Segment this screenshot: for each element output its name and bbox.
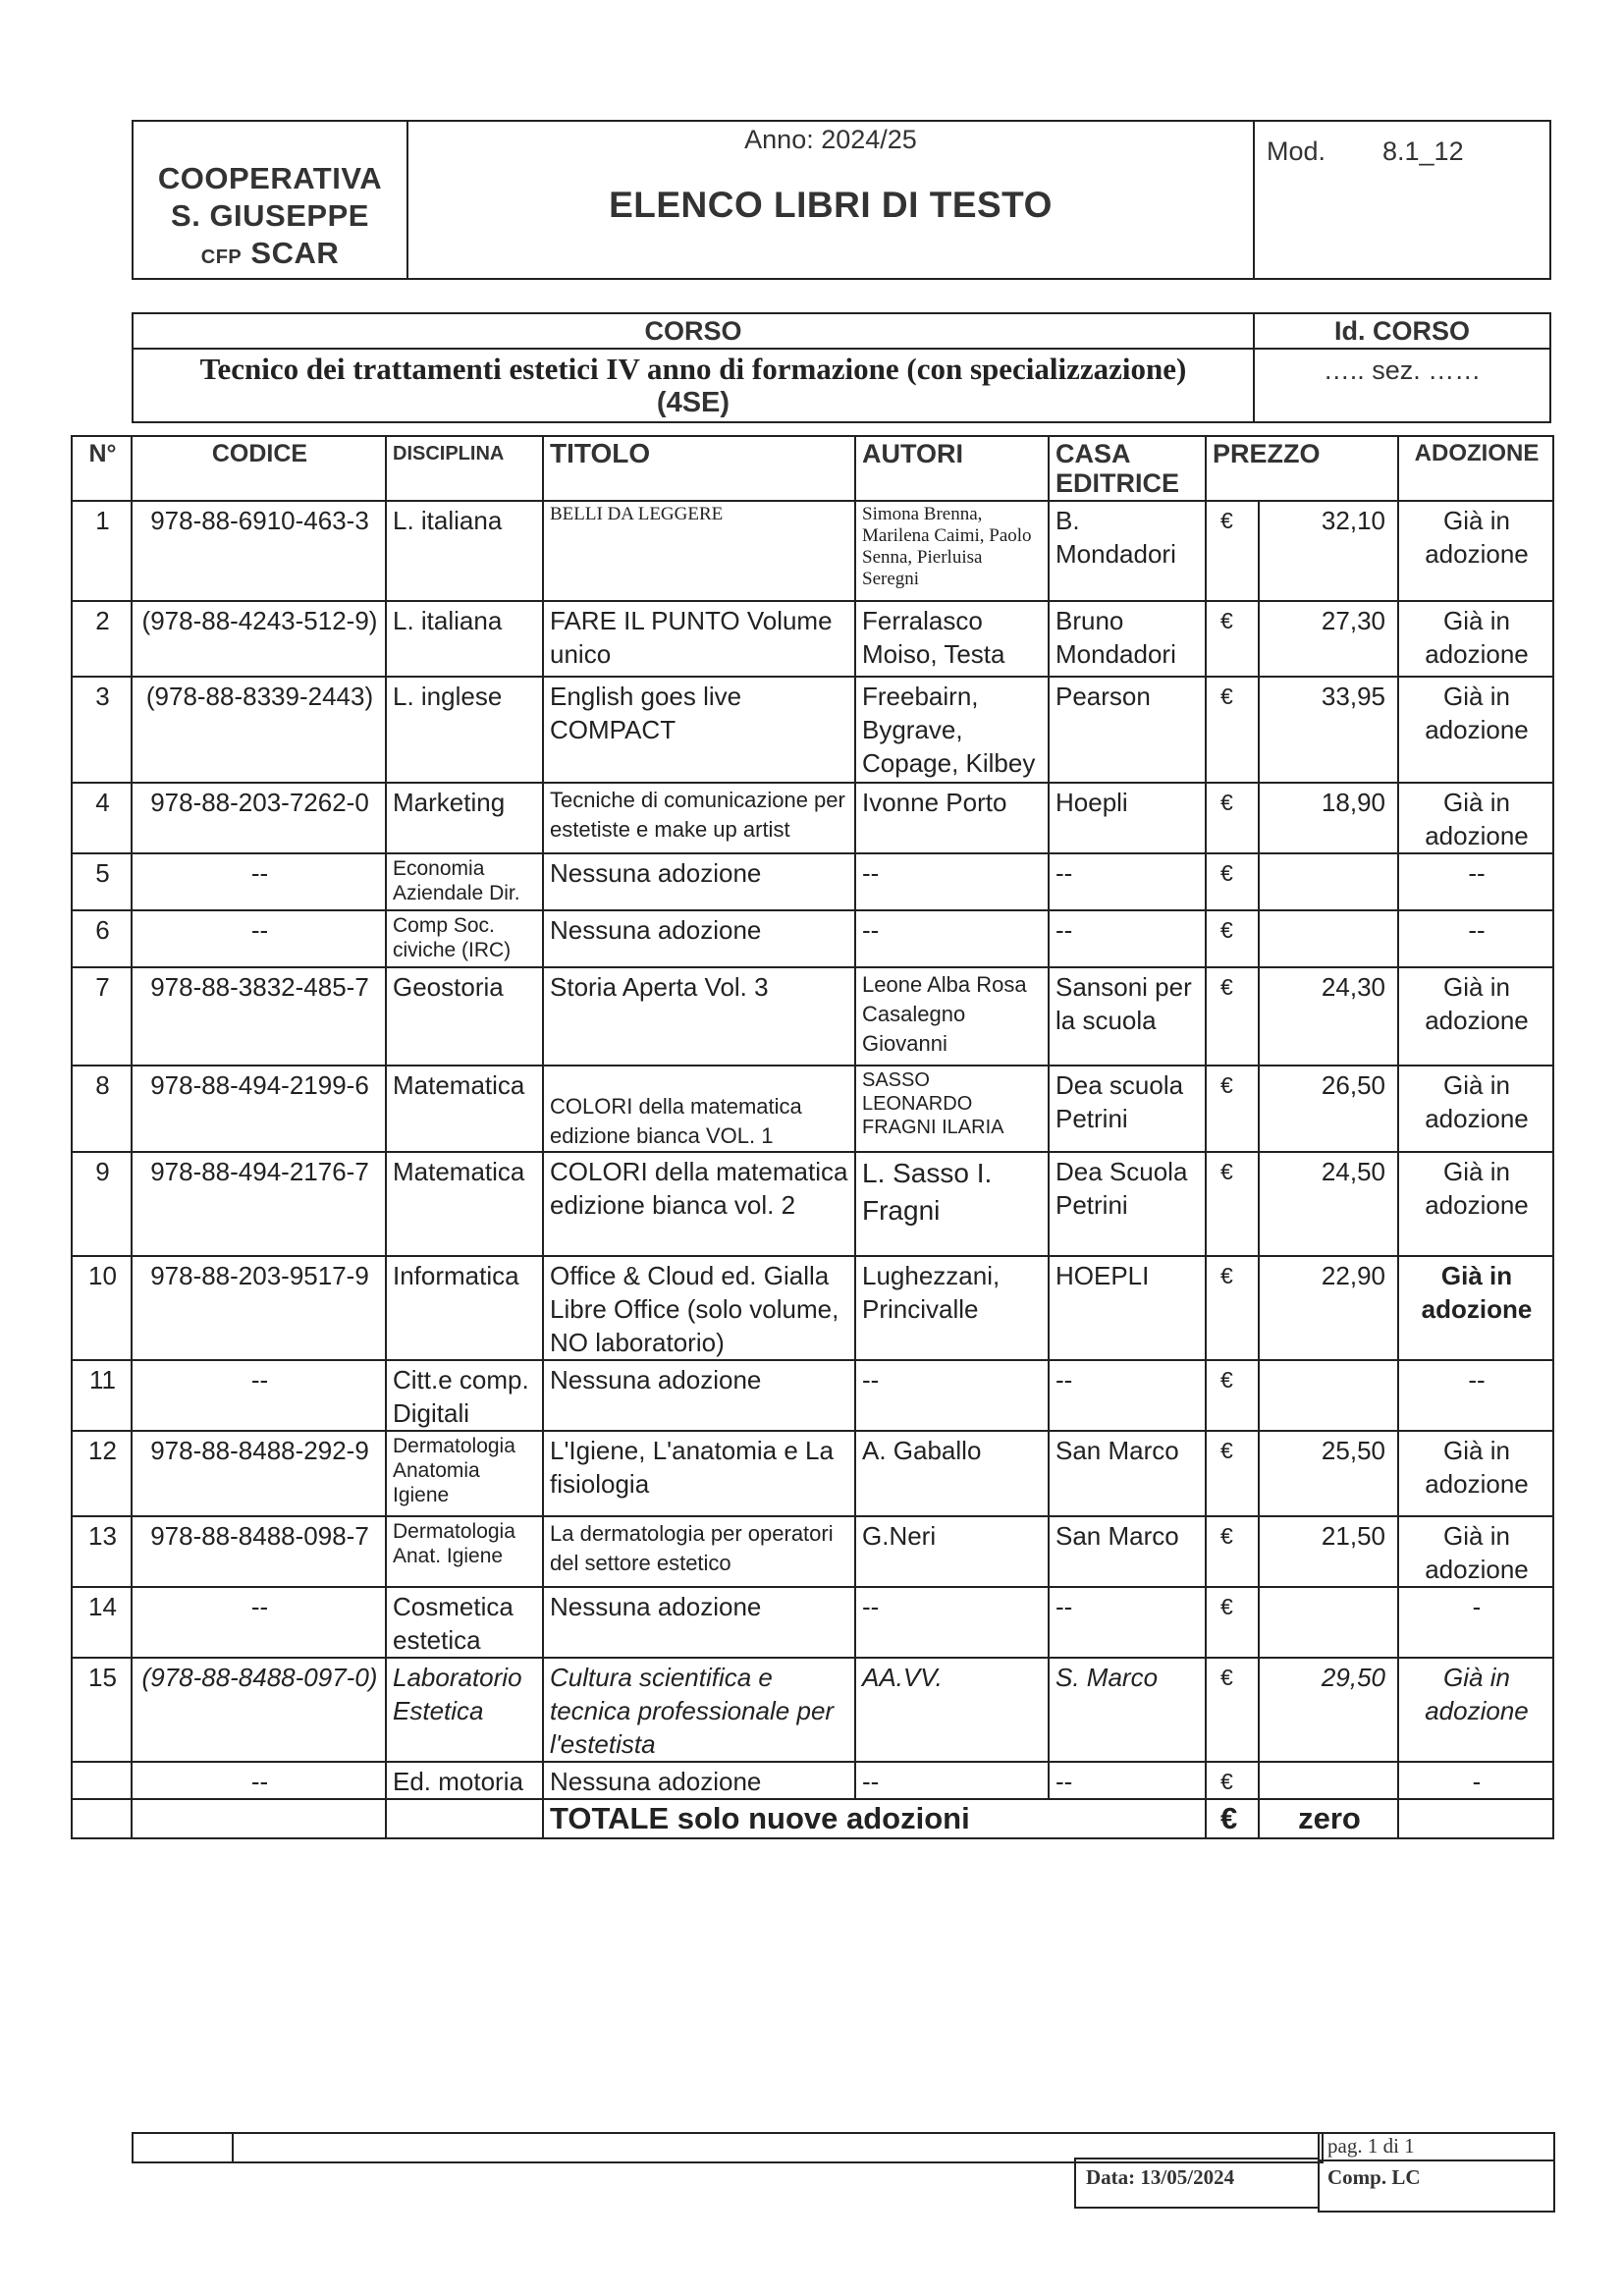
row-code: -- bbox=[132, 1360, 386, 1431]
row-publisher: -- bbox=[1049, 1587, 1206, 1658]
row-title: COLORI della matematica edizione bianca vol. 2 bbox=[543, 1152, 855, 1256]
row-authors: G.Neri bbox=[855, 1516, 1049, 1587]
title-block bbox=[408, 122, 1255, 278]
row-currency: € bbox=[1206, 1516, 1259, 1587]
course-main bbox=[134, 314, 1255, 421]
module-value: 8.1_12 bbox=[1382, 137, 1464, 166]
col-header-number: N° bbox=[72, 436, 132, 501]
footer-compiler: Comp. LC bbox=[1327, 2165, 1421, 2189]
row-code: -- bbox=[132, 853, 386, 910]
row-title: Nessuna adozione bbox=[543, 1587, 855, 1658]
row-authors: Freebairn, Bygrave, Copage, Kilbey bbox=[855, 677, 1049, 783]
col-header-discipline: DISCIPLINA bbox=[386, 436, 543, 501]
page-footer bbox=[132, 2132, 1551, 2209]
total-empty-cell bbox=[386, 1799, 543, 1838]
row-authors: Simona Brenna, Marilena Caimi, Paolo Senna, Pierluisa Seregni bbox=[855, 501, 1049, 601]
row-authors: AA.VV. bbox=[855, 1658, 1049, 1762]
row-currency: € bbox=[1206, 1360, 1259, 1431]
row-currency: € bbox=[1206, 1658, 1259, 1762]
row-currency: € bbox=[1206, 1431, 1259, 1516]
row-number bbox=[72, 1762, 132, 1799]
course-id-block bbox=[1255, 314, 1549, 421]
row-code: (978-88-4243-512-9) bbox=[132, 601, 386, 677]
row-price: 33,95 bbox=[1259, 677, 1398, 783]
row-code: 978-88-8488-098-7 bbox=[132, 1516, 386, 1587]
row-authors: -- bbox=[855, 1360, 1049, 1431]
document-title: ELENCO LIBRI DI TESTO bbox=[609, 185, 1053, 225]
col-header-code: CODICE bbox=[132, 436, 386, 501]
row-number: 11 bbox=[72, 1360, 132, 1431]
row-number: 14 bbox=[72, 1587, 132, 1658]
row-number: 9 bbox=[72, 1152, 132, 1256]
row-adoption: Già in adozione bbox=[1398, 1152, 1553, 1256]
table-row bbox=[72, 1066, 1553, 1152]
row-adoption: Già in adozione bbox=[1398, 1431, 1553, 1516]
row-currency: € bbox=[1206, 1762, 1259, 1799]
row-adoption: Già in adozione bbox=[1398, 967, 1553, 1066]
row-discipline: Laboratorio Estetica bbox=[386, 1658, 543, 1762]
table-row bbox=[72, 910, 1553, 967]
org-name-line3 bbox=[201, 235, 339, 272]
table-header-row bbox=[72, 436, 1553, 501]
row-discipline: Geostoria bbox=[386, 967, 543, 1066]
row-price bbox=[1259, 1762, 1398, 1799]
table-row bbox=[72, 501, 1553, 601]
row-code: (978-88-8488-097-0) bbox=[132, 1658, 386, 1762]
row-publisher: Dea Scuola Petrini bbox=[1049, 1152, 1206, 1256]
row-number: 1 bbox=[72, 501, 132, 601]
col-header-adoption: ADOZIONE bbox=[1398, 436, 1553, 501]
row-title: English goes live COMPACT bbox=[543, 677, 855, 783]
table-row bbox=[72, 1762, 1553, 1799]
row-code: -- bbox=[132, 910, 386, 967]
row-adoption: Già in adozione bbox=[1398, 677, 1553, 783]
row-code: 978-88-494-2176-7 bbox=[132, 1152, 386, 1256]
row-code: 978-88-8488-292-9 bbox=[132, 1431, 386, 1516]
row-publisher: Dea scuola Petrini bbox=[1049, 1066, 1206, 1152]
row-adoption: Già in adozione bbox=[1398, 1256, 1553, 1360]
row-discipline: Matematica bbox=[386, 1066, 543, 1152]
row-number: 5 bbox=[72, 853, 132, 910]
row-currency: € bbox=[1206, 601, 1259, 677]
row-publisher: -- bbox=[1049, 853, 1206, 910]
total-empty-cell bbox=[132, 1799, 386, 1838]
row-price: 21,50 bbox=[1259, 1516, 1398, 1587]
row-price bbox=[1259, 1360, 1398, 1431]
row-code: -- bbox=[132, 1587, 386, 1658]
course-id-value: ….. sez. …… bbox=[1323, 355, 1482, 385]
table-row bbox=[72, 967, 1553, 1066]
row-discipline: L. inglese bbox=[386, 677, 543, 783]
col-header-authors: AUTORI bbox=[855, 436, 1049, 501]
row-price: 24,50 bbox=[1259, 1152, 1398, 1256]
row-title: Cultura scientifica e tecnica professionale per l'estetista bbox=[543, 1658, 855, 1762]
course-name: Tecnico dei trattamenti estetici IV anno di formazione (con specializzazione) bbox=[199, 352, 1187, 386]
row-publisher: Hoepli bbox=[1049, 783, 1206, 853]
row-price bbox=[1259, 853, 1398, 910]
row-discipline: Informatica bbox=[386, 1256, 543, 1360]
row-adoption: -- bbox=[1398, 1360, 1553, 1431]
table-row bbox=[72, 1360, 1553, 1431]
row-number: 12 bbox=[72, 1431, 132, 1516]
row-adoption: Già in adozione bbox=[1398, 1516, 1553, 1587]
row-title: Storia Aperta Vol. 3 bbox=[543, 967, 855, 1066]
table-row bbox=[72, 677, 1553, 783]
row-number: 2 bbox=[72, 601, 132, 677]
course-heading: CORSO bbox=[134, 314, 1253, 350]
row-authors: Ferralasco Moiso, Testa bbox=[855, 601, 1049, 677]
row-number: 13 bbox=[72, 1516, 132, 1587]
row-discipline: Economia Aziendale Dir. bbox=[386, 853, 543, 910]
row-price: 29,50 bbox=[1259, 1658, 1398, 1762]
row-price bbox=[1259, 1587, 1398, 1658]
row-title: Tecniche di comunicazione per estetiste e make up artist bbox=[543, 783, 855, 853]
org-cfp-prefix: CFP bbox=[200, 246, 243, 268]
col-header-price: PREZZO bbox=[1206, 436, 1398, 501]
row-publisher: S. Marco bbox=[1049, 1658, 1206, 1762]
row-code: 978-88-203-7262-0 bbox=[132, 783, 386, 853]
row-price: 24,30 bbox=[1259, 967, 1398, 1066]
row-price: 25,50 bbox=[1259, 1431, 1398, 1516]
row-authors: -- bbox=[855, 1762, 1049, 1799]
row-authors: Leone Alba Rosa Casalegno Giovanni bbox=[855, 967, 1049, 1066]
row-discipline: Cosmetica estetica bbox=[386, 1587, 543, 1658]
row-code: (978-88-8339-2443) bbox=[132, 677, 386, 783]
organization-block bbox=[134, 122, 408, 278]
row-title: FARE IL PUNTO Volume unico bbox=[543, 601, 855, 677]
course-code: (4SE) bbox=[656, 387, 730, 418]
row-authors: Ivonne Porto bbox=[855, 783, 1049, 853]
row-discipline: Dermatologia Anatomia Igiene bbox=[386, 1431, 543, 1516]
row-price: 32,10 bbox=[1259, 501, 1398, 601]
table-row bbox=[72, 601, 1553, 677]
row-publisher: San Marco bbox=[1049, 1516, 1206, 1587]
total-value: zero bbox=[1259, 1799, 1398, 1838]
row-code: 978-88-6910-463-3 bbox=[132, 501, 386, 601]
row-currency: € bbox=[1206, 967, 1259, 1066]
org-name-line1: COOPERATIVA bbox=[157, 161, 383, 195]
row-authors: L. Sasso I. Fragni bbox=[855, 1152, 1049, 1256]
row-discipline: Ed. motoria bbox=[386, 1762, 543, 1799]
row-number: 3 bbox=[72, 677, 132, 783]
table-row bbox=[72, 1256, 1553, 1360]
row-price: 18,90 bbox=[1259, 783, 1398, 853]
row-adoption: -- bbox=[1398, 910, 1553, 967]
table-row bbox=[72, 853, 1553, 910]
row-number: 4 bbox=[72, 783, 132, 853]
row-title: COLORI della matematica edizione bianca VOL. 1 bbox=[543, 1066, 855, 1152]
footer-divider bbox=[232, 2134, 234, 2161]
row-authors: -- bbox=[855, 910, 1049, 967]
row-publisher: Pearson bbox=[1049, 677, 1206, 783]
row-title: Office & Cloud ed. Gialla Libre Office (solo volume, NO laboratorio) bbox=[543, 1256, 855, 1360]
footer-page-block bbox=[1318, 2132, 1555, 2213]
row-publisher: San Marco bbox=[1049, 1431, 1206, 1516]
row-price: 27,30 bbox=[1259, 601, 1398, 677]
row-adoption: Già in adozione bbox=[1398, 1658, 1553, 1762]
row-publisher: -- bbox=[1049, 1360, 1206, 1431]
row-title: Nessuna adozione bbox=[543, 1360, 855, 1431]
table-row bbox=[72, 1516, 1553, 1587]
total-currency: € bbox=[1206, 1799, 1259, 1838]
row-adoption: -- bbox=[1398, 853, 1553, 910]
row-authors: A. Gaballo bbox=[855, 1431, 1049, 1516]
row-title: Nessuna adozione bbox=[543, 910, 855, 967]
row-price: 22,90 bbox=[1259, 1256, 1398, 1360]
course-id-heading: Id. CORSO bbox=[1255, 314, 1549, 350]
row-currency: € bbox=[1206, 853, 1259, 910]
col-header-publisher: CASA EDITRICE bbox=[1049, 436, 1206, 501]
row-authors: -- bbox=[855, 1587, 1049, 1658]
row-code: -- bbox=[132, 1762, 386, 1799]
row-publisher: Sansoni per la scuola bbox=[1049, 967, 1206, 1066]
row-title: L'Igiene, L'anatomia e La fisiologia bbox=[543, 1431, 855, 1516]
row-title: Nessuna adozione bbox=[543, 853, 855, 910]
course-box bbox=[132, 312, 1551, 423]
school-year: Anno: 2024/25 bbox=[744, 125, 917, 154]
row-publisher: -- bbox=[1049, 1762, 1206, 1799]
document-header bbox=[132, 120, 1551, 280]
row-discipline: Dermatologia Anat. Igiene bbox=[386, 1516, 543, 1587]
footer-date: Data: 13/05/2024 bbox=[1074, 2158, 1320, 2209]
row-title: La dermatologia per operatori del settore estetico bbox=[543, 1516, 855, 1587]
row-publisher: Bruno Mondadori bbox=[1049, 601, 1206, 677]
row-discipline: L. italiana bbox=[386, 501, 543, 601]
total-row bbox=[72, 1799, 1553, 1838]
total-label: TOTALE solo nuove adozioni bbox=[543, 1799, 1206, 1838]
row-currency: € bbox=[1206, 1256, 1259, 1360]
row-currency: € bbox=[1206, 783, 1259, 853]
module-block bbox=[1255, 122, 1549, 278]
row-price: 26,50 bbox=[1259, 1066, 1398, 1152]
row-publisher: B. Mondadori bbox=[1049, 501, 1206, 601]
footer-divider bbox=[1320, 2159, 1553, 2161]
row-number: 15 bbox=[72, 1658, 132, 1762]
row-adoption: Già in adozione bbox=[1398, 1066, 1553, 1152]
org-scar: SCAR bbox=[250, 236, 340, 270]
row-adoption: Già in adozione bbox=[1398, 783, 1553, 853]
row-authors: SASSO LEONARDO FRAGNI ILARIA bbox=[855, 1066, 1049, 1152]
row-discipline: Matematica bbox=[386, 1152, 543, 1256]
row-currency: € bbox=[1206, 1066, 1259, 1152]
row-adoption: Già in adozione bbox=[1398, 601, 1553, 677]
table-row bbox=[72, 1152, 1553, 1256]
row-title: BELLI DA LEGGERE bbox=[543, 501, 855, 601]
row-code: 978-88-494-2199-6 bbox=[132, 1066, 386, 1152]
row-adoption: Già in adozione bbox=[1398, 501, 1553, 601]
module-label: Mod. bbox=[1267, 137, 1326, 166]
row-currency: € bbox=[1206, 677, 1259, 783]
table-row bbox=[72, 1431, 1553, 1516]
row-price bbox=[1259, 910, 1398, 967]
row-number: 6 bbox=[72, 910, 132, 967]
row-currency: € bbox=[1206, 1152, 1259, 1256]
row-discipline: L. italiana bbox=[386, 601, 543, 677]
table-row bbox=[72, 783, 1553, 853]
row-discipline: Comp Soc. civiche (IRC) bbox=[386, 910, 543, 967]
row-discipline: Citt.e comp. Digitali bbox=[386, 1360, 543, 1431]
row-number: 7 bbox=[72, 967, 132, 1066]
row-number: 10 bbox=[72, 1256, 132, 1360]
table-row bbox=[72, 1658, 1553, 1762]
textbook-table bbox=[71, 435, 1554, 1839]
org-name-line2: S. GIUSEPPE bbox=[171, 198, 369, 233]
row-currency: € bbox=[1206, 501, 1259, 601]
row-number: 8 bbox=[72, 1066, 132, 1152]
row-authors: -- bbox=[855, 853, 1049, 910]
row-authors: Lughezzani, Princivalle bbox=[855, 1256, 1049, 1360]
table-row bbox=[72, 1587, 1553, 1658]
row-discipline: Marketing bbox=[386, 783, 543, 853]
row-currency: € bbox=[1206, 1587, 1259, 1658]
row-adoption: - bbox=[1398, 1762, 1553, 1799]
row-code: 978-88-3832-485-7 bbox=[132, 967, 386, 1066]
row-publisher: HOEPLI bbox=[1049, 1256, 1206, 1360]
total-empty-cell bbox=[1398, 1799, 1553, 1838]
row-title: Nessuna adozione bbox=[543, 1762, 855, 1799]
page-number: pag. 1 di 1 bbox=[1327, 2134, 1415, 2158]
row-adoption: - bbox=[1398, 1587, 1553, 1658]
col-header-title: TITOLO bbox=[543, 436, 855, 501]
row-code: 978-88-203-9517-9 bbox=[132, 1256, 386, 1360]
row-publisher: -- bbox=[1049, 910, 1206, 967]
row-currency: € bbox=[1206, 910, 1259, 967]
total-empty-cell bbox=[72, 1799, 132, 1838]
